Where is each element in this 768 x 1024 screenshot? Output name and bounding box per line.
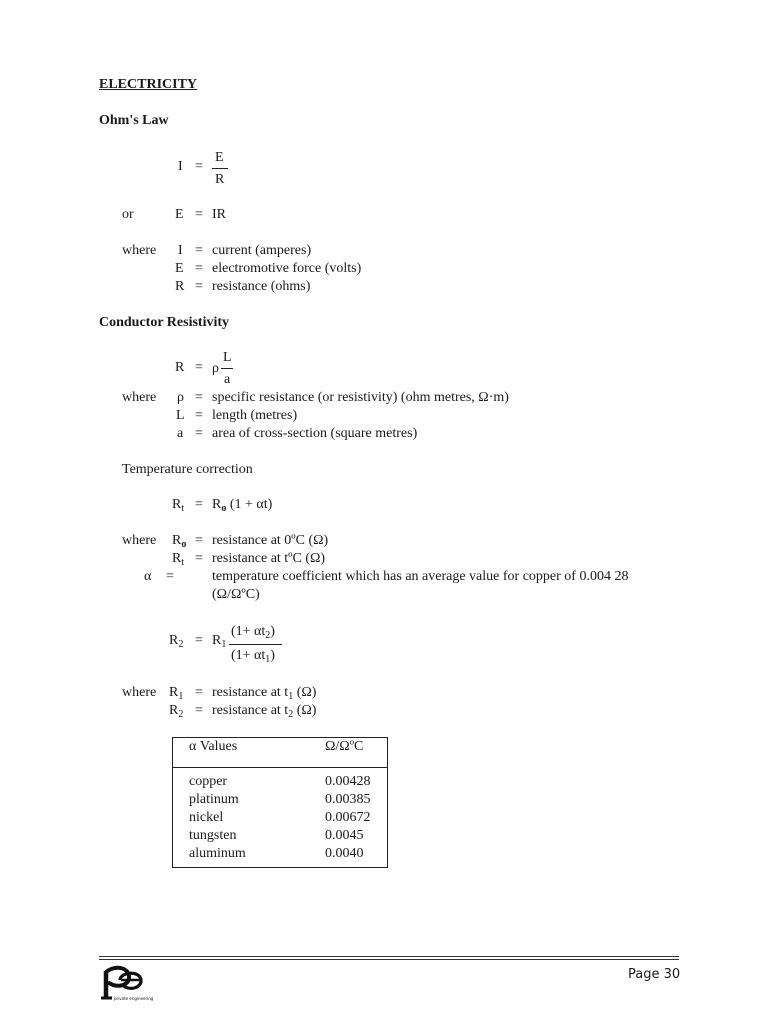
where-label: where [122,390,157,405]
or-label: or [122,207,134,222]
def-eq: = [195,703,203,718]
def-text: current (amperes) [212,243,312,258]
table-cell-material: nickel [189,810,224,825]
where-label: where [122,243,157,258]
fraction-denominator: a [224,372,231,387]
def-text: area of cross-section (square metres) [212,426,418,441]
table-cell-material: copper [189,774,228,789]
company-logo-icon [100,962,154,1006]
def-symbol: E [175,261,184,276]
eq-sign: = [195,497,203,512]
def-eq: = [195,426,203,441]
def-symbol: α [144,569,152,584]
table-cell-material: aluminum [189,846,246,861]
section-title-resistivity: Conductor Resistivity [99,315,230,330]
footer-rule [99,959,679,960]
def-symbol: a [177,426,184,441]
table-header-divider [173,767,387,768]
def-eq: = [166,569,174,584]
footer-rule [99,956,679,957]
def-symbol: ρ [177,390,184,405]
where-label: where [122,685,157,700]
logo-caption: private engineering [114,996,154,1001]
def-text: length (metres) [212,408,298,423]
def-text-continued: (Ω/ΩºC) [212,587,260,602]
table-cell-value: 0.00672 [325,810,371,825]
table-header-unit: Ω/ΩºC [325,739,364,754]
table-cell-material: platinum [189,792,239,807]
def-text: resistance at 0ºC (Ω) [212,533,329,548]
alpha-values-table [172,737,388,868]
eq-coefficient: ρ [212,361,219,376]
def-symbol: $R_1$ [169,685,184,702]
eq-lhs: E [175,207,184,222]
def-text: temperature coefficient which has an average value for copper of 0.004 28 [212,569,629,584]
page-number: Page 30 [628,967,681,982]
def-text: resistance (ohms) [212,279,311,294]
def-symbol: I [178,243,183,258]
eq-sign: = [195,207,203,222]
def-eq: = [195,279,203,294]
def-eq: = [195,551,203,566]
where-label: where [122,533,157,548]
def-symbol: $R_o$ [172,533,187,550]
subsection-title-temperature: Temperature correction [122,462,253,477]
eq-lhs: $R_t$ [172,497,185,514]
eq-lhs: $R_2$ [169,633,184,650]
fraction-bar [229,644,282,645]
eq-sign: = [195,360,203,375]
def-symbol: L [176,408,185,423]
def-text: resistance at $t_1$ (Ω) [212,685,317,702]
table-cell-value: 0.00385 [325,792,371,807]
eq-lhs: I [178,159,183,174]
def-eq: = [195,685,203,700]
table-cell-material: tungsten [189,828,237,843]
section-title-ohms-law: Ohm's Law [99,113,169,128]
def-text: resistance at tºC (Ω) [212,551,326,566]
def-eq: = [195,533,203,548]
fraction-denominator: R [215,172,225,187]
table-cell-value: 0.0045 [325,828,364,843]
fraction-bar [212,168,228,169]
eq-sign: = [195,633,203,648]
fraction-numerator: $(1+ \alpha t_2)$ [231,624,275,641]
fraction-bar [221,368,233,369]
fraction-numerator: L [223,350,232,365]
def-text: resistance at $t_2$ (Ω) [212,703,317,720]
table-cell-value: 0.00428 [325,774,371,789]
def-symbol: $R_2$ [169,703,184,720]
table-cell-value: 0.0040 [325,846,364,861]
def-eq: = [195,261,203,276]
eq-rhs: IR [212,207,226,222]
eq-sign: = [195,159,203,174]
eq-lhs: R [175,360,185,375]
fraction-numerator: E [215,150,224,165]
page-heading: ELECTRICITY [99,77,198,92]
fraction-denominator: $(1+ \alpha t_1)$ [231,648,275,665]
def-text: electromotive force (volts) [212,261,362,276]
def-eq: = [195,243,203,258]
def-symbol: R [175,279,185,294]
eq-rhs: $R_o$ (1 + αt) [212,497,273,514]
eq-coefficient: $R_1$ [212,633,227,650]
table-header-material: α Values [189,739,238,754]
def-text: specific resistance (or resistivity) (ohm metres, Ω·m) [212,390,509,405]
def-eq: = [195,390,203,405]
def-symbol: $R_t$ [172,551,185,568]
def-eq: = [195,408,203,423]
